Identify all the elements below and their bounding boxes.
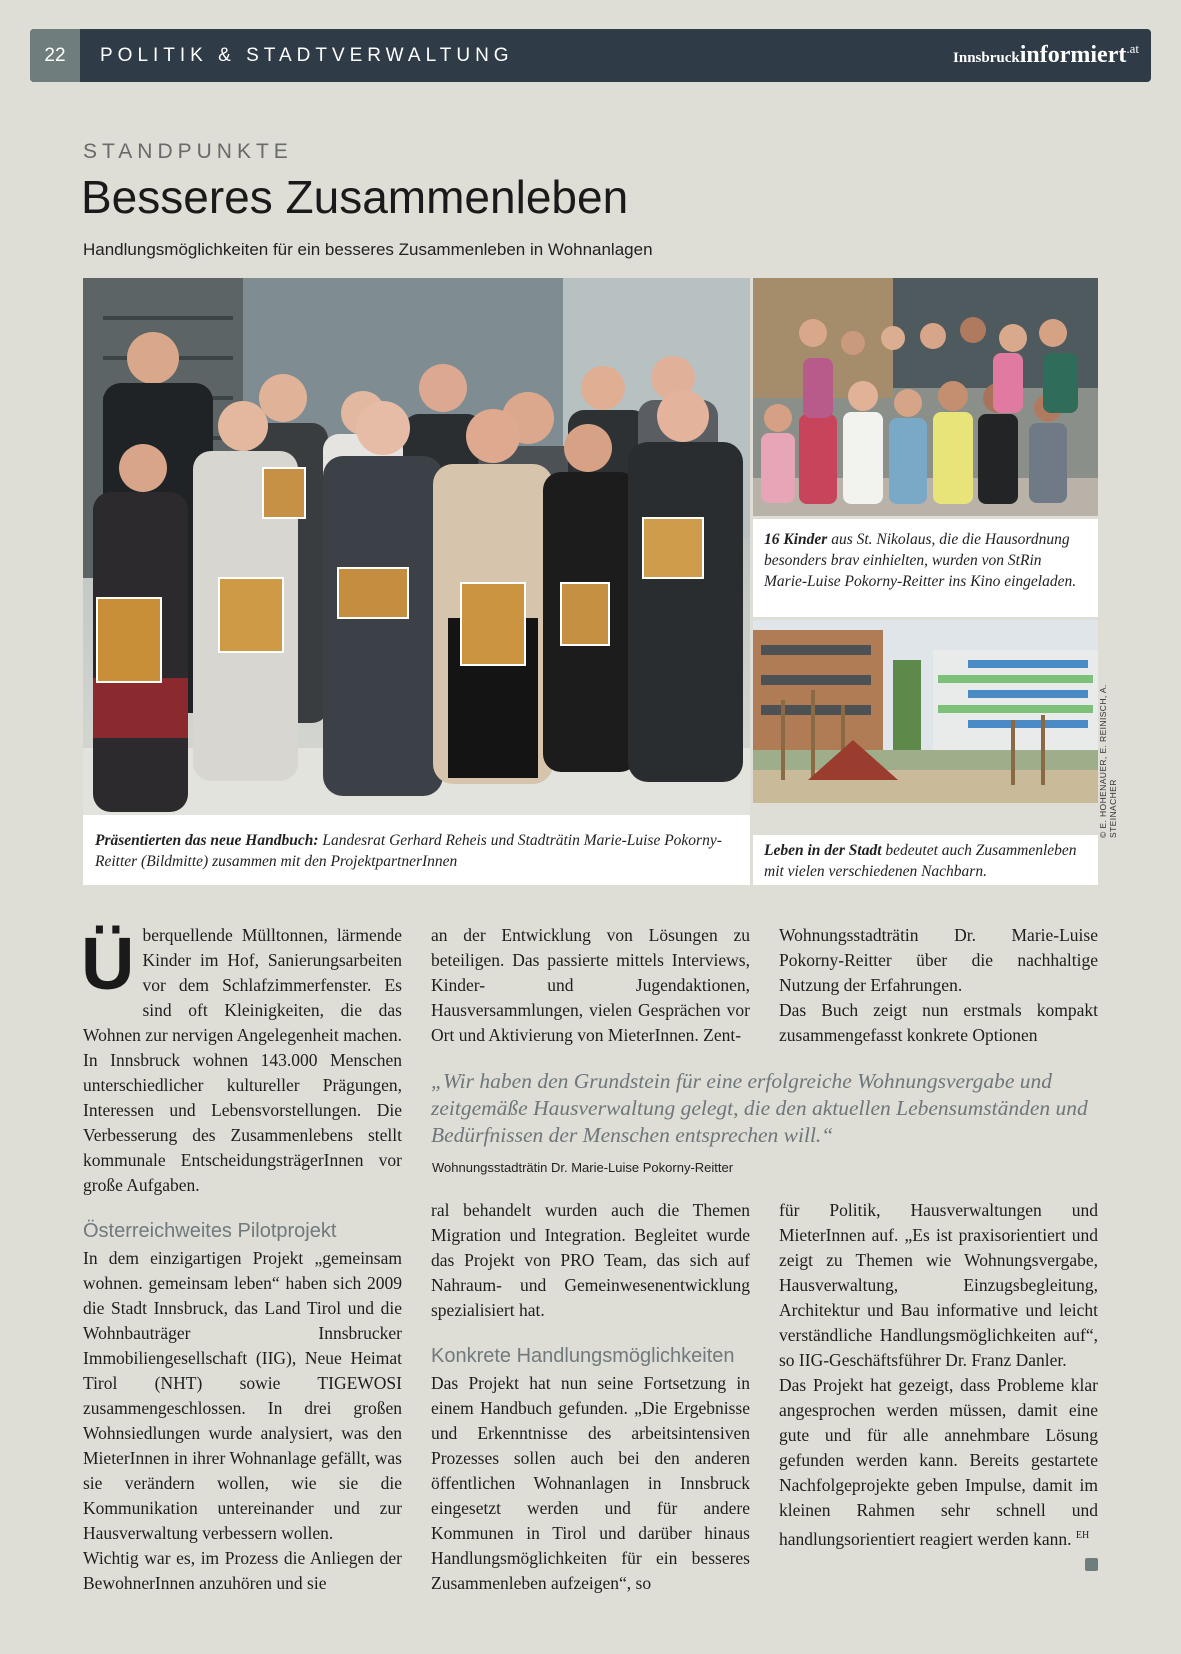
column-2-bottom xyxy=(431,1198,750,1596)
column-3-bottom xyxy=(779,1198,1098,1571)
paragraph: In dem einzigartigen Projekt „gemeinsam wohnen. gemeinsam leben“ haben sich 2009 die Stadt Innsbruck, das Land Tirol und die Wohnbauträger Innsbrucker Immobiliengesellschaft (IIG), Neue Heimat Tirol (NHT) sowie TIGEWOSI zusammengeschlossen. In drei großen Wohnsiedlungen wurde analysiert, was den MieterInnen in ihrer Wohnanlage gefällt, was sie verändern wollen, wie sie die Kommunikation untereinander und zur Hausverwaltung verbessern wollen. xyxy=(83,1248,402,1543)
column-2-top xyxy=(431,923,750,1048)
photo-credit: © E. HOHENAUER, E. REINISCH, A. STEINACHER xyxy=(1098,684,1118,838)
page-number: 22 xyxy=(30,29,80,82)
group-photo xyxy=(83,278,750,815)
subheading-options: Konkrete Handlungsmöglichkeiten xyxy=(431,1345,735,1367)
article-kicker: STANDPUNKTE xyxy=(83,140,293,163)
caption-bold: 16 Kinder xyxy=(764,531,828,548)
group-photo-caption xyxy=(83,815,750,885)
housing-estate-photo-caption xyxy=(753,835,1098,885)
column-3-top xyxy=(779,923,1098,1048)
article-title: Besseres Zusammenleben xyxy=(81,171,629,223)
paragraph: Wohnungsstadträtin Dr. Marie-Luise Pokorny-Reitter über die nachhaltige Nutzung der Erfahrungen. xyxy=(779,925,1098,995)
closing-text: Das Projekt hat gezeigt, dass Probleme klar angesprochen werden müssen, damit eine gute und für alle annehmbare Lösung gefunden werden kann. Bereits gestartete Nachfolgeprojekte geben Impulse, damit im kleinen Rahmen sehr schnell und handlungsorientiert reagiert werden kann. xyxy=(779,1375,1098,1549)
caption-bold: Präsentierten das neue Handbuch: xyxy=(95,832,319,849)
intro-text: berquellende Mülltonnen, lärmende Kinder im Hof, Sanierungsarbeiten vor dem Schlafzimmerfenster. Es sind oft Kleinigkeiten, die das Wohnen zur nervigen Angelegenheit machen. In Innsbruck wohnen 143.000 Menschen unterschiedlicher kultureller Prägungen, Interessen und Lebensvorstellungen. Die Verbesserung des Zusammenlebens stellt kommunale EntscheidungsträgerInnen vor große Aufgaben. xyxy=(83,925,402,1195)
section-title: POLITIK & STADTVERWALTUNG xyxy=(100,45,514,66)
housing-estate-photo xyxy=(753,620,1098,803)
children-photo-caption xyxy=(753,519,1098,617)
subheading-pilot-project: Österreichweites Pilotprojekt xyxy=(83,1220,337,1242)
caption-bold: Leben in der Stadt xyxy=(764,842,882,859)
column-1 xyxy=(83,923,402,1596)
brand-logo xyxy=(953,41,1139,69)
caption-text: aus St. Nikolaus, die die Hausordnung besonders brav einhielten, wurden von StRin Marie-Luise Pokorny-Reitter ins Kino eingeladen. xyxy=(764,531,1077,590)
article-subtitle: Handlungsmöglichkeiten für ein besseres Zusammenleben in Wohnanlagen xyxy=(83,240,653,259)
paragraph: an der Entwicklung von Lösungen zu beteiligen. Das passierte mittels Interviews, Kinder- und Jugendaktionen, Hausversammlungen, vielen Gesprächen vor Ort und Aktivierung von MieterInnen. Zent- xyxy=(431,925,750,1045)
pull-quote: „Wir haben den Grundstein für eine erfolgreiche Wohnungsvergabe und zeitgemäße Hausverwaltung gelegt, die den aktuellen Lebensumständen und Bedürfnissen der Menschen entsprechen will.“ xyxy=(431,1069,1088,1147)
paragraph: Das Buch zeigt nun erstmals kompakt zusammengefasst konkrete Optionen xyxy=(779,1000,1098,1045)
paragraph: Das Projekt hat nun seine Fortsetzung in einem Handbuch gefunden. „Die Ergebnisse und Erkenntnisse des arbeitsintensiven Prozesses sollen auch bei den anderen öffentlichen Wohnanlagen in Innsbruck eingesetzt werden und für andere Kommunen in Tirol und darüber hinaus Handlungsmöglichkeiten für ein besseres Zusammenleben aufzeigen“, so xyxy=(431,1373,750,1593)
intro-paragraph xyxy=(83,923,402,1198)
page-header-bar xyxy=(30,29,1151,82)
pull-quote-attribution: Wohnungsstadträtin Dr. Marie-Luise Pokorny-Reitter xyxy=(432,1160,734,1175)
paragraph: für Politik, Hausverwaltungen und MieterInnen auf. „Es ist praxisorientiert und zeigt zu Themen wie Wohnungsvergabe, Hausverwaltung, Einzugsbegleitung, Architektur und Bau informative und leicht verständliche Handlungsmöglichkeiten auf“, so IIG-Geschäftsführer Dr. Franz Danler. xyxy=(779,1200,1098,1370)
paragraph: Wichtig war es, im Prozess die Anliegen der BewohnerInnen anzuhören und sie xyxy=(83,1548,402,1593)
caption-text: Landesrat Gerhard Reheis und Stadträtin Marie-Luise Pokorny-Reitter (Bildmitte) zusammen mit den ProjektpartnerInnen xyxy=(95,832,722,870)
children-photo xyxy=(753,278,1098,516)
brand-prefix: Innsbruck xyxy=(953,50,1020,66)
drop-cap: Ü xyxy=(81,922,135,1005)
brand-suffix: .at xyxy=(1126,41,1139,56)
end-of-article-mark xyxy=(1085,1558,1098,1571)
paragraph xyxy=(779,1373,1098,1552)
author-initials: EH xyxy=(1075,1530,1090,1541)
brand-main: informiert xyxy=(1019,42,1127,68)
paragraph: ral behandelt wurden auch die Themen Migration und Integration. Begleitet wurde das Projekt von PRO Team, das sich auf Nahraum- und Gemeinwesenentwicklung spezialisiert hat. xyxy=(431,1200,750,1320)
caption-text: bedeutet auch Zusammenleben mit vielen verschiedenen Nachbarn. xyxy=(764,842,1077,880)
